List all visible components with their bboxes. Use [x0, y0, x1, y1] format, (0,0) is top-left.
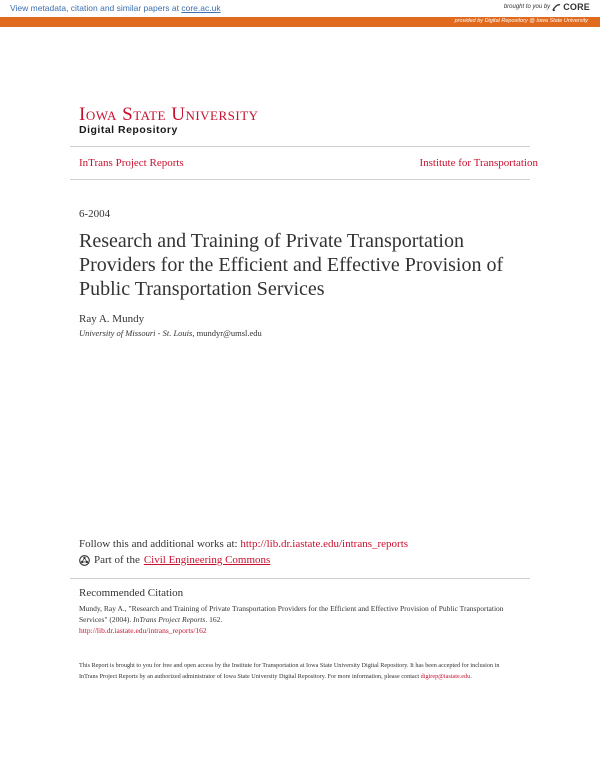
- affiliation-name: University of Missouri - St. Louis: [79, 328, 193, 338]
- repository-name: Digital Repository: [79, 124, 178, 136]
- core-link-prefix: View metadata, citation and similar papers at: [10, 3, 182, 13]
- divider-top: [70, 146, 530, 147]
- network-icon: [79, 555, 90, 566]
- core-banner: [0, 0, 600, 17]
- access-notice: [79, 660, 519, 682]
- follow-prefix: Follow this and additional works at:: [79, 538, 241, 550]
- citation-number: . 162.: [205, 615, 223, 624]
- core-logo-text: CORE: [563, 2, 590, 12]
- collection-link-intrans-reports[interactable]: InTrans Project Reports: [79, 157, 184, 169]
- university-logo: Iowa State University: [79, 104, 259, 125]
- notice-end: .: [470, 673, 472, 680]
- divider-citation: [70, 578, 530, 579]
- follow-url-link[interactable]: http://lib.dr.iastate.edu/intrans_reports: [240, 538, 409, 550]
- part-of-line: [79, 554, 270, 566]
- collection-link-institute[interactable]: Institute for Transportation: [419, 157, 538, 169]
- citation-text: [79, 603, 509, 636]
- paper-title: Research and Training of Private Transportation Providers for the Efficient and Effective Provision of Public Transportation Services: [79, 230, 504, 300]
- provider-text: provided by Digital Repository @ Iowa State University: [454, 18, 588, 24]
- author-email: , mundyr@umsl.edu: [192, 328, 262, 338]
- provider-bar: [0, 17, 600, 27]
- citation-heading: Recommended Citation: [79, 587, 184, 599]
- follow-line: [79, 538, 408, 550]
- citation-body: Mundy, Ray A., "Research and Training of Private Transportation Providers for the Efficient and Effective Provision of Public Transportation Services" (2004).: [79, 604, 504, 624]
- notice-body: This Report is brought to you for free and open access by the Institute for Transportation at Iowa State University Digital Repository. It has been accepted for inclusion in InTrans Project Reports by an authorized administrator of Iowa State University Digital Repository. For more information, please contact: [79, 662, 500, 680]
- part-of-prefix: Part of the: [94, 554, 140, 566]
- author-affiliation: [79, 328, 262, 338]
- civil-engineering-commons-link[interactable]: Civil Engineering Commons: [143, 554, 271, 566]
- core-link[interactable]: core.ac.uk: [181, 3, 221, 13]
- divider-collections: [70, 179, 530, 180]
- publication-date: 6-2004: [79, 208, 111, 220]
- citation-journal: InTrans Project Reports: [133, 615, 206, 624]
- core-logo-icon: [552, 3, 561, 12]
- contact-email-link[interactable]: digirep@iastate.edu: [420, 673, 471, 680]
- core-brought-text: brought to you by: [503, 4, 551, 10]
- core-metadata-text: [10, 3, 221, 13]
- core-brought-by[interactable]: [504, 2, 590, 12]
- author-name: Ray A. Mundy: [79, 313, 145, 325]
- citation-url-link[interactable]: http://lib.dr.iastate.edu/intrans_reports/162: [79, 626, 207, 635]
